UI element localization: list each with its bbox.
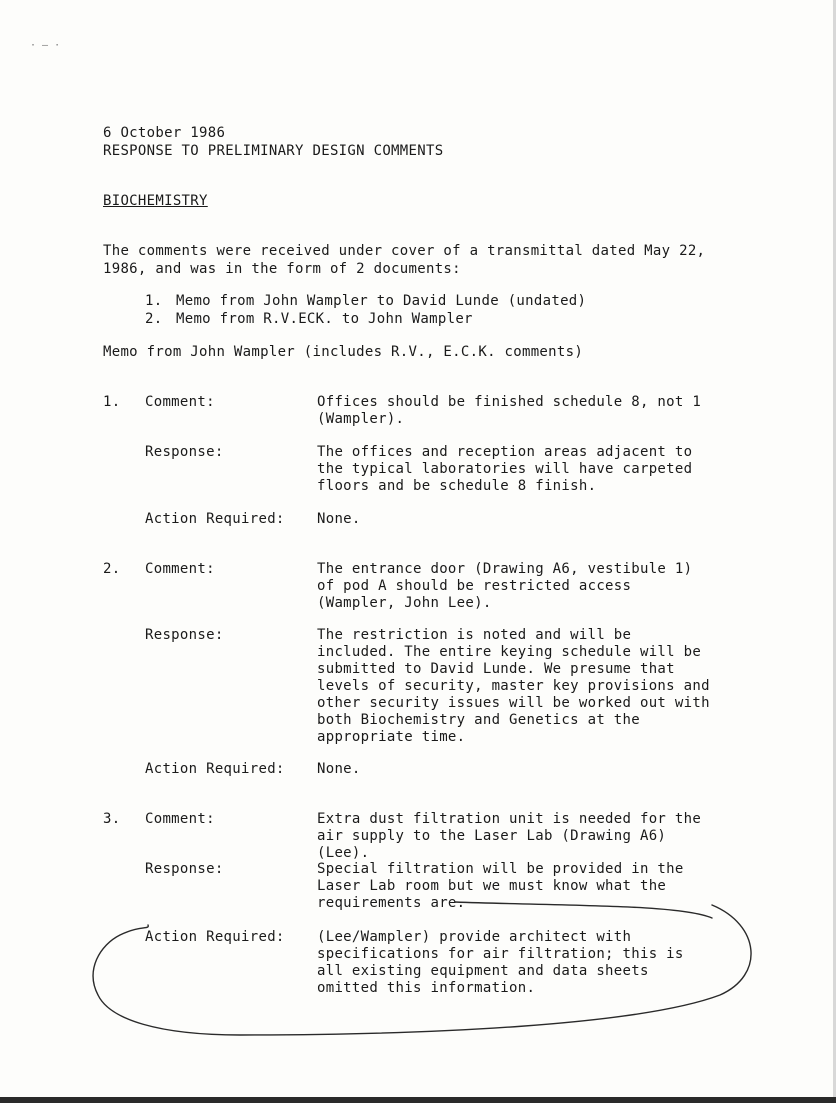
- comment-label: Comment:: [145, 811, 215, 827]
- action-label: Action Required:: [145, 929, 285, 945]
- item-number: 1.: [103, 394, 121, 410]
- scan-bottom-edge: [0, 1097, 836, 1103]
- response-label: Response:: [145, 861, 224, 877]
- intro-line-1: The comments were received under cover of a transmittal dated May 22,: [103, 243, 706, 259]
- action-text: None.: [317, 511, 361, 527]
- comment-text: Extra dust filtration unit is needed for the air supply to the Laser Lab (Drawing A6) (Lee).: [317, 811, 702, 861]
- comment-label: Comment:: [145, 394, 215, 410]
- memo-date: 6 October 1986: [103, 125, 226, 141]
- response-text: Special filtration will be provided in the Laser Lab room but we must know what the requirements are.: [317, 861, 684, 911]
- action-label: Action Required:: [145, 511, 285, 527]
- response-label: Response:: [145, 444, 224, 460]
- doc-list-num: 1.: [145, 293, 163, 309]
- doc-list-num: 2.: [145, 311, 163, 327]
- comment-label: Comment:: [145, 561, 215, 577]
- intro-line-2: 1986, and was in the form of 2 documents:: [103, 261, 461, 277]
- section-heading: BIOCHEMISTRY: [103, 193, 208, 209]
- action-text: (Lee/Wampler) provide architect with specifications for air filtration; this is all existing equipment and data sheets omitted this information.: [317, 929, 684, 996]
- response-label: Response:: [145, 627, 224, 643]
- doc-list-item: Memo from John Wampler to David Lunde (undated): [176, 293, 587, 309]
- item-number: 3.: [103, 811, 121, 827]
- item-number: 2.: [103, 561, 121, 577]
- memo-subheading: Memo from John Wampler (includes R.V., E.C.K. comments): [103, 344, 584, 360]
- response-text: The restriction is noted and will be included. The entire keying schedule will be submitted to David Lunde. We presume that levels of security, master key provisions and other security issues will be worked out with both Biochemistry and Genetics at the appropriate time.: [317, 627, 710, 745]
- action-label: Action Required:: [145, 761, 285, 777]
- response-text: The offices and reception areas adjacent to the typical laboratories will have carpeted floors and be schedule 8 finish.: [317, 444, 693, 494]
- action-text: None.: [317, 761, 361, 777]
- scan-smudge: · – ·: [30, 40, 61, 51]
- comment-text: The entrance door (Drawing A6, vestibule 1) of pod A should be restricted access (Wampler, John Lee).: [317, 561, 693, 611]
- memo-title: RESPONSE TO PRELIMINARY DESIGN COMMENTS: [103, 143, 444, 159]
- comment-text: Offices should be finished schedule 8, not 1 (Wampler).: [317, 394, 702, 427]
- doc-list-item: Memo from R.V.ECK. to John Wampler: [176, 311, 473, 327]
